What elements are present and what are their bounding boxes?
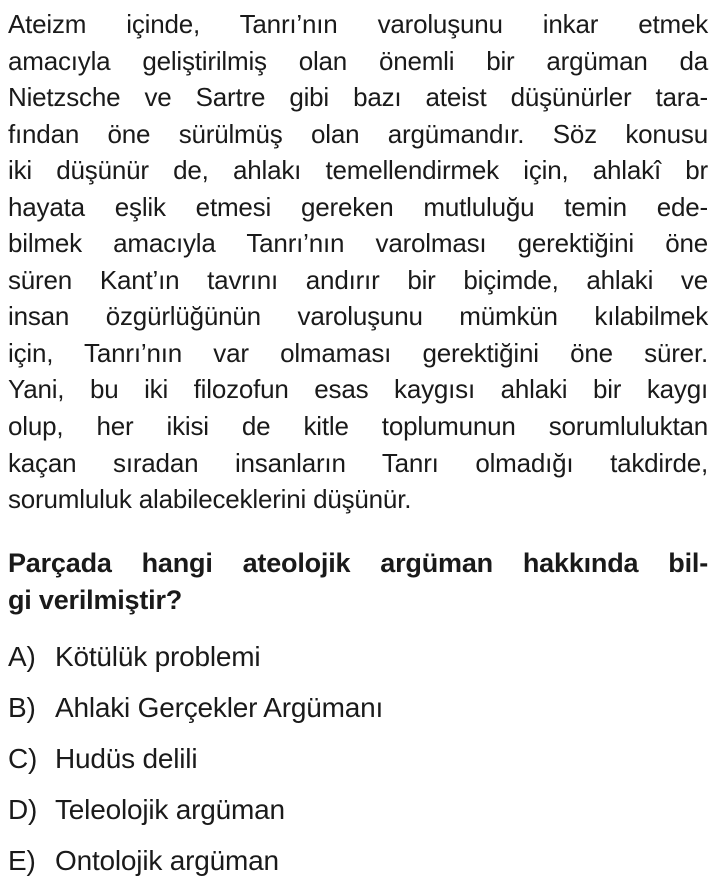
passage-line: süren Kant’ın tavrını andırır bir biçimde, ahlaki ve [8,264,708,295]
passage-line: iki düşünür de, ahlakı temellendirmek için, ahlakî br [8,155,708,186]
answer-option-e[interactable] [8,845,708,877]
passage-line: olup, her ikisi de kitle toplumunun sorumluluktan [8,411,708,442]
passage-line: amacıyla geliştirilmiş olan önemli bir argüman da [8,45,708,76]
option-letter: E) [8,844,36,876]
answer-option-b[interactable] [8,692,708,724]
passage-line: insan özgürlüğünün varoluşunu mümkün kılabilmek [8,301,708,332]
option-text: Hudüs delili [55,742,198,774]
option-letter: D) [8,793,38,825]
answer-option-c[interactable] [8,743,708,775]
option-letter: C) [8,742,38,774]
passage-line: Ateizm içinde, Tanrı’nın varoluşunu inkar etmek [8,9,708,39]
answer-option-a[interactable] [8,641,708,673]
passage-line: fından öne sürülmüş olan argümandır. Söz konusu [8,118,708,149]
option-letter: B) [8,691,36,723]
question-passage [8,6,708,518]
passage-line: hayata eşlik etmesi gereken mutluluğu temin ede- [8,191,708,222]
option-letter: A) [8,640,36,672]
question-stem-line: Parçada hangi ateolojik argüman hakkında bil- [8,547,708,578]
passage-line: bilmek amacıyla Tanrı’nın varolması gerektiğini öne [8,228,708,259]
passage-line: sorumluluk alabileceklerini düşünür. [8,484,412,515]
passage-line: Yani, bu iki filozofun esas kaygısı ahlaki bir kaygı [8,374,708,405]
answer-option-d[interactable] [8,794,708,826]
option-text: Teleolojik argüman [55,793,285,825]
option-text: Ahlaki Gerçekler Argümanı [55,691,384,723]
answer-options [8,641,708,877]
question-stem-line: gi verilmiştir? [8,584,183,615]
option-text: Kötülük problemi [55,640,261,672]
question-stem [8,545,708,619]
passage-line: kaçan sıradan insanların Tanrı olmadığı takdirde, [8,447,708,478]
option-text: Ontolojik argüman [55,844,279,876]
passage-line: için, Tanrı’nın var olmaması gerektiğini öne sürer. [8,337,708,368]
passage-line: Nietzsche ve Sartre gibi bazı ateist düşünürler tara- [8,82,708,113]
